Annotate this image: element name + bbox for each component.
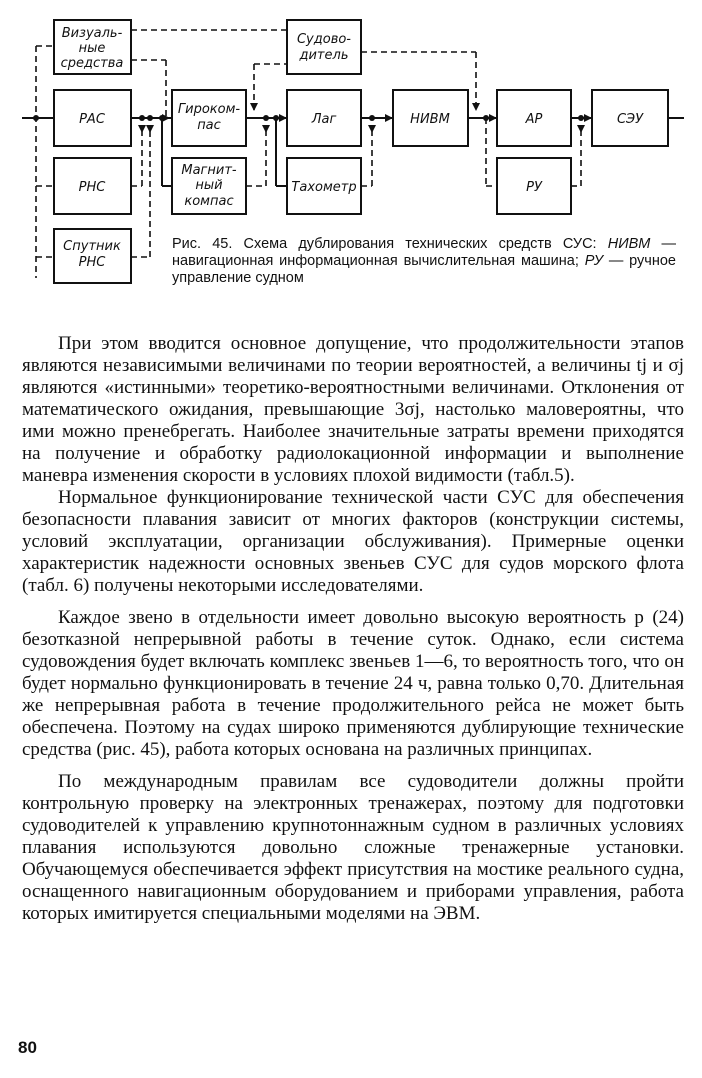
paragraph-1: При этом вводится основное допущение, что продолжительности этапов являются независимыми величинами по теории вероятностей, а величины tj и σj являются «истинными» теоретико-вероятностными величинами. Отклонения от математического ожидания, превышающие 3σj, настолько маловероятны, что ими можно пренебрегать. Наиболее значительные затраты времени приходятся на получение и обработку радиолокационной информации и выполнение маневра изменения скорости в условиях плохой видимости (табл.5). [22,333,684,486]
svg-text:Спутник: Спутник [63,239,121,254]
paragraph-3: Каждое звено в отдельности имеет довольно высокую вероятность p (24) безотказной непрерывной работы в течение суток. Однако, если система судовождения будет включать комплекс звеньев 1—6, то вероятность того, что он будет нормально функционировать в течение 24 ч, равна только 0,70. Длительная же непрерывная работа в течение продолжительного рейса не может быть обеспечена. Поэтому на судах широко применяются дублирующие технические средства (рис. 45), работа которых основана на различных принципах. [22,607,684,760]
svg-text:ный: ный [195,178,223,193]
block-navigator [287,20,361,74]
block-seu [592,90,668,146]
svg-text:НИВМ: НИВМ [410,112,450,127]
page-number: 80 [18,1038,37,1057]
caption-abbr-nivm: НИВМ [607,236,651,252]
paragraph-2: Нормальное функционирование технической части СУС для обеспечения безопасности плавания зависит от многих факторов (конструкции системы, условий эксплуатации, организации обслуживания). Примерные оценки характеристик надежности основных звеньев СУС для судов морского флота (табл. 6) получены некоторыми исследователями. [22,487,684,596]
block-magnetic-compass [172,158,246,214]
svg-text:Судово-: Судово- [296,32,352,47]
svg-text:СЭУ: СЭУ [616,112,644,127]
block-rns [54,158,131,214]
caption-lead: Рис. 45. Схема дублирования технических средств СУС: [172,236,597,252]
svg-text:пас: пас [197,118,221,133]
caption-abbr-ru: РУ [584,253,603,269]
svg-text:ные: ные [78,41,106,56]
body-text [22,333,684,925]
svg-text:компас: компас [184,194,234,209]
svg-text:РНС: РНС [78,180,106,195]
block-log [287,90,361,146]
svg-text:Визуаль-: Визуаль- [61,26,123,41]
figure-caption [172,236,676,287]
block-satellite-rns [54,229,131,283]
svg-text:Гироком-: Гироком- [177,102,241,117]
block-ar [497,90,571,146]
caption-def-ru: — ручное управление судном [172,253,676,286]
block-visual-aids [54,20,131,74]
block-ru [497,158,571,214]
svg-text:РУ: РУ [526,180,542,195]
block-ras [54,90,131,146]
caption-def-nivm: — навигационная информационная вычислительная машина; [172,236,677,269]
svg-text:Магнит-: Магнит- [181,163,237,178]
svg-text:РАС: РАС [79,112,105,127]
paragraph-4: По международным правилам все судоводители должны пройти контрольную проверку на электронных тренажерах, поэтому для подготовки судоводителей к управлению крупнотоннажным судном в различных условиях плавания используются довольно сложные тренажерные установки. Обучающемуся обеспечивается эффект присутствия на мостике реального судна, оснащенного навигационным оборудованием и приборами управления, работа которых имитируется специальными моделями на ЭВМ. [22,771,684,924]
svg-text:Лаг: Лаг [311,112,337,127]
svg-text:РНС: РНС [78,255,106,270]
svg-text:Тахометр: Тахометр [291,180,357,195]
svg-text:средства: средства [60,56,124,71]
block-nivm [393,90,468,146]
svg-text:АР: АР [525,112,543,127]
block-gyrocompass [172,90,246,146]
svg-text:дитель: дитель [299,48,349,63]
block-tachometer [287,158,361,214]
